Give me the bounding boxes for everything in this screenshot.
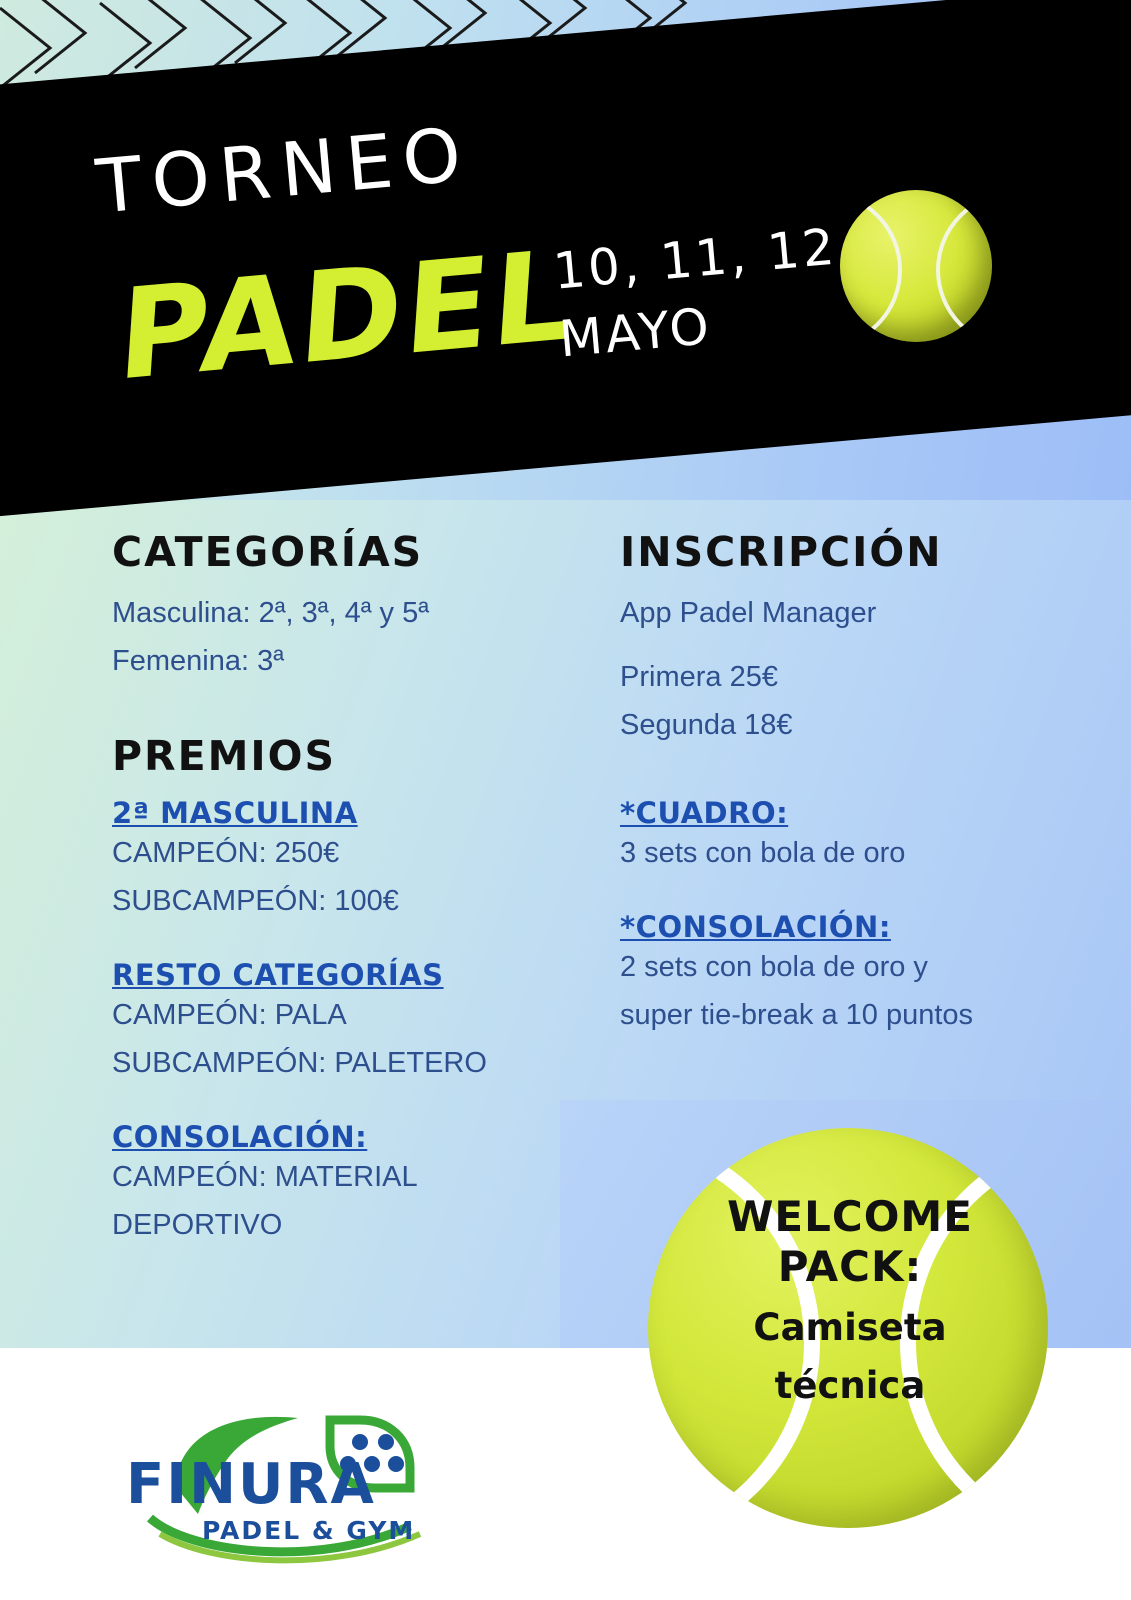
left-column [112,528,582,1252]
premios-grupo1-line1: CAMPEÓN: 250€ [112,837,340,870]
tennis-ball-icon [840,190,992,342]
event-dates-line1: 10, 11, 12 [550,217,840,301]
cuadro-detail: 3 sets con bola de oro [620,837,906,870]
title-torneo: TORNEO [92,111,475,231]
logo-tagline: PADEL & GYM [202,1516,416,1545]
event-dates-line2: MAYO [556,296,715,368]
welcome-pack-block [672,1192,1028,1409]
premios-grupo3-line1: CAMPEÓN: MATERIAL [112,1161,418,1194]
categorias-heading: CATEGORÍAS [112,528,424,576]
right-column [620,528,1090,1042]
welcome-pack-title-line1: WELCOME [727,1192,973,1241]
event-dates [551,214,846,374]
title-padel: PADEL [113,222,580,410]
premios-grupo3-line2: DEPORTIVO [112,1209,283,1242]
consolacion-title: *CONSOLACIÓN: [620,910,891,945]
categorias-masculina: Masculina: 2ª, 3ª, 4ª y 5ª [112,597,429,629]
welcome-pack-title-line2: PACK: [777,1242,923,1292]
welcome-pack-sub-line1: Camiseta [753,1305,947,1349]
categorias-femenina: Femenina: 3ª [112,645,284,678]
premios-grupo3-title: CONSOLACIÓN: [112,1120,368,1155]
premios-grupo2-title: RESTO CATEGORÍAS [112,958,444,993]
logo-name: FINURA [126,1452,376,1517]
inscripcion-precio-segunda: Segunda 18€ [620,709,793,742]
consolacion-detail-line2: super tie-break a 10 puntos [620,999,974,1032]
inscripcion-app: App Padel Manager [620,597,877,629]
premios-grupo1-title: 2ª MASCULINA [112,796,358,831]
premios-grupo2-line1: CAMPEÓN: PALA [112,999,347,1032]
premios-grupo1-line2: SUBCAMPEÓN: 100€ [112,885,399,918]
inscripcion-heading: INSCRIPCIÓN [620,528,943,576]
premios-heading: PREMIOS [112,732,337,781]
welcome-pack-sub-line2: técnica [774,1364,926,1408]
cuadro-title: *CUADRO: [620,796,789,831]
premios-grupo2-line2: SUBCAMPEÓN: PALETERO [112,1047,487,1080]
header-content [0,0,1131,520]
inscripcion-precio-primera: Primera 25€ [620,661,778,694]
consolacion-detail-line1: 2 sets con bola de oro y [620,951,928,984]
